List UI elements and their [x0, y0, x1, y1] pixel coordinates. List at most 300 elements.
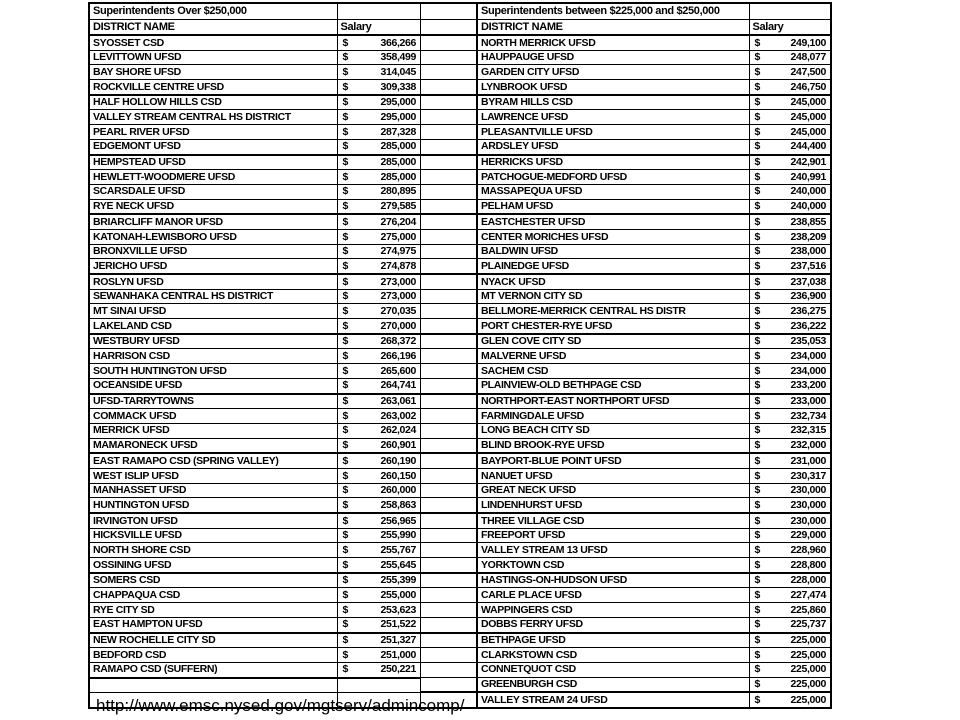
salary-cell [337, 409, 421, 424]
district-cell: BRONXVILLE UFSD [89, 244, 337, 259]
district-cell: NORTH SHORE CSD [89, 543, 337, 558]
currency-symbol: $ [342, 498, 348, 511]
salary-cell [749, 692, 831, 708]
currency-symbol: $ [342, 558, 348, 571]
spacer-cell [421, 394, 477, 409]
table-row [89, 80, 421, 95]
salary-cell [337, 110, 421, 125]
currency-symbol: $ [342, 634, 348, 647]
salary-amount: 270,035 [380, 304, 416, 317]
source-url: http://www.emsc.nysed.gov/mgtserv/admincomp/ [96, 696, 465, 715]
salary-amount: 285,000 [380, 140, 416, 153]
table-title: Superintendents between $225,000 and $250,000 [477, 3, 749, 20]
district-cell: PLAINEDGE UFSD [477, 259, 749, 274]
currency-symbol: $ [342, 200, 348, 213]
salary-amount: 232,000 [790, 439, 826, 452]
salary-cell [337, 648, 421, 663]
table-row [477, 155, 831, 170]
district-cell: RYE NECK UFSD [89, 199, 337, 214]
currency-symbol: $ [342, 424, 348, 437]
salary-amount: 263,002 [380, 409, 416, 422]
currency-symbol: $ [342, 648, 348, 661]
district-cell: VALLEY STREAM CENTRAL HS DISTRICT [89, 110, 337, 125]
currency-symbol: $ [754, 574, 760, 587]
currency-symbol: $ [754, 693, 760, 706]
currency-symbol: $ [342, 395, 348, 408]
table-row [89, 364, 421, 379]
table-row [89, 319, 421, 334]
table-row [477, 35, 831, 50]
spacer-cell [421, 289, 477, 304]
salary-amount: 295,000 [380, 96, 416, 109]
district-cell: EASTCHESTER UFSD [477, 214, 749, 229]
salary-cell [337, 139, 421, 154]
spacer-cell [421, 214, 477, 229]
salary-amount: 314,045 [380, 65, 416, 78]
district-cell: GREENBURGH CSD [477, 677, 749, 692]
currency-symbol: $ [342, 185, 348, 198]
currency-symbol: $ [342, 469, 348, 482]
table-row [477, 50, 831, 65]
table-title: Superintendents Over $250,000 [89, 3, 337, 20]
spacer-row [421, 558, 477, 573]
spacer-cell [421, 95, 477, 110]
district-cell: UFSD-TARRYTOWNS [89, 394, 337, 409]
district-cell: NYACK UFSD [477, 274, 749, 289]
table-header-row [89, 20, 421, 36]
table-body [477, 35, 831, 708]
salary-amount: 265,600 [380, 364, 416, 377]
spacer-cell [421, 617, 477, 632]
district-cell: MERRICK UFSD [89, 423, 337, 438]
salary-cell [749, 558, 831, 573]
table-row [477, 65, 831, 80]
district-cell: FARMINGDALE UFSD [477, 409, 749, 424]
table-row [89, 483, 421, 498]
salary-cell [749, 617, 831, 632]
spacer-row [421, 95, 477, 110]
spacer-cell [421, 170, 477, 185]
spacer-cell [421, 423, 477, 438]
table-row [89, 334, 421, 349]
salary-cell [749, 244, 831, 259]
currency-symbol: $ [342, 319, 348, 332]
salary-cell [749, 453, 831, 468]
salary-cell [337, 289, 421, 304]
currency-symbol: $ [754, 170, 760, 183]
table-row [89, 184, 421, 199]
salary-amount: 230,000 [790, 484, 826, 497]
table-row [89, 468, 421, 483]
salary-amount: 256,965 [380, 514, 416, 527]
salary-header: Salary [749, 20, 831, 36]
salary-cell [749, 259, 831, 274]
currency-symbol: $ [754, 111, 760, 124]
spacer-cell [421, 378, 477, 393]
salary-cell [749, 409, 831, 424]
district-cell: THREE VILLAGE CSD [477, 513, 749, 528]
table-row [477, 648, 831, 663]
salary-amount: 251,000 [380, 648, 416, 661]
spacer-cell [421, 139, 477, 154]
district-cell: FREEPORT UFSD [477, 528, 749, 543]
salary-amount: 260,190 [380, 454, 416, 467]
spacer-cell [421, 453, 477, 468]
table-header-row [477, 20, 831, 36]
salary-amount: 279,585 [380, 200, 416, 213]
table-row [477, 483, 831, 498]
spacer-row [421, 35, 477, 50]
district-cell: LONG BEACH CITY SD [477, 423, 749, 438]
spacer-cell [421, 513, 477, 528]
table-row [89, 50, 421, 65]
spacer-row [421, 588, 477, 603]
salary-amount: 255,399 [380, 574, 416, 587]
district-cell: CLARKSTOWN CSD [477, 648, 749, 663]
district-cell [89, 678, 337, 693]
spacer-cell [421, 662, 477, 677]
salary-cell [337, 573, 421, 588]
district-cell: EAST HAMPTON UFSD [89, 617, 337, 632]
district-cell: BYRAM HILLS CSD [477, 95, 749, 110]
table-row [477, 80, 831, 95]
table-row [477, 214, 831, 229]
currency-symbol: $ [342, 379, 348, 392]
salary-cell [337, 468, 421, 483]
district-cell: LINDENHURST UFSD [477, 498, 749, 513]
district-cell: COMMACK UFSD [89, 409, 337, 424]
salary-amount: 250,221 [380, 663, 416, 676]
spacer-cell [421, 468, 477, 483]
salary-cell [337, 65, 421, 80]
salary-amount: 253,623 [380, 603, 416, 616]
salary-cell [337, 378, 421, 393]
salary-cell [749, 214, 831, 229]
spacer-cell [421, 259, 477, 274]
salary-amount: 238,855 [790, 215, 826, 228]
spacer-row [421, 453, 477, 468]
table-row [477, 125, 831, 140]
district-cell: ROSLYN UFSD [89, 274, 337, 289]
salary-amount: 238,209 [790, 230, 826, 243]
currency-symbol: $ [754, 350, 760, 363]
salary-cell [337, 678, 421, 693]
currency-symbol: $ [342, 603, 348, 616]
salary-cell [749, 199, 831, 214]
empty-grid-column [420, 2, 477, 709]
currency-symbol: $ [342, 125, 348, 138]
spacer-cell [421, 35, 477, 50]
district-cell: KATONAH-LEWISBORO UFSD [89, 229, 337, 244]
salary-amount: 285,000 [380, 156, 416, 169]
salary-cell [749, 468, 831, 483]
salary-cell [337, 423, 421, 438]
salary-amount: 270,000 [380, 319, 416, 332]
salary-cell [749, 289, 831, 304]
salary-table-over-250k [88, 2, 422, 709]
district-cell: MASSAPEQUA UFSD [477, 184, 749, 199]
table-row [89, 229, 421, 244]
currency-symbol: $ [342, 663, 348, 676]
salary-cell [749, 498, 831, 513]
spacer-row [421, 528, 477, 543]
salary-cell [749, 125, 831, 140]
table-row [477, 409, 831, 424]
salary-amount: 240,991 [790, 170, 826, 183]
spacer-body [421, 3, 477, 708]
salary-amount: 230,000 [790, 498, 826, 511]
salary-cell [749, 184, 831, 199]
spacer-row [421, 677, 477, 692]
table-row [89, 349, 421, 364]
currency-symbol: $ [754, 424, 760, 437]
salary-amount: 274,975 [380, 245, 416, 258]
table-row [89, 662, 421, 677]
spacer-cell [421, 483, 477, 498]
spacer-row [421, 304, 477, 319]
salary-cell [749, 65, 831, 80]
spacer-cell [421, 528, 477, 543]
salary-amount: 260,901 [380, 439, 416, 452]
table-row [89, 110, 421, 125]
currency-symbol: $ [342, 230, 348, 243]
salary-amount: 231,000 [790, 454, 826, 467]
salary-cell [749, 573, 831, 588]
spacer-row [421, 20, 477, 36]
table-row [89, 603, 421, 618]
salary-cell [337, 453, 421, 468]
salary-amount: 260,150 [380, 469, 416, 482]
salary-amount: 251,522 [380, 618, 416, 631]
salary-amount: 258,863 [380, 498, 416, 511]
district-cell: WAPPINGERS CSD [477, 603, 749, 618]
district-cell: EAST RAMAPO CSD (SPRING VALLEY) [89, 453, 337, 468]
currency-symbol: $ [342, 51, 348, 64]
currency-symbol: $ [342, 96, 348, 109]
salary-cell [337, 633, 421, 648]
salary-cell [337, 274, 421, 289]
salary-cell [749, 528, 831, 543]
spacer-row [421, 319, 477, 334]
table-row [477, 692, 831, 708]
spacer-cell [421, 304, 477, 319]
district-cell: HALF HOLLOW HILLS CSD [89, 95, 337, 110]
district-cell: JERICHO UFSD [89, 259, 337, 274]
spacer-row [421, 274, 477, 289]
district-cell: HEMPSTEAD UFSD [89, 155, 337, 170]
table-row [477, 170, 831, 185]
salary-amount: 275,000 [380, 230, 416, 243]
district-cell: PEARL RIVER UFSD [89, 125, 337, 140]
salary-amount: 228,000 [790, 574, 826, 587]
salary-cell [337, 543, 421, 558]
spacer-cell [421, 677, 477, 692]
currency-symbol: $ [754, 290, 760, 303]
spacer-row [421, 80, 477, 95]
currency-symbol: $ [342, 215, 348, 228]
currency-symbol: $ [342, 65, 348, 78]
spacer-row [421, 633, 477, 648]
spacer-cell [421, 50, 477, 65]
currency-symbol: $ [342, 543, 348, 556]
table-row [89, 409, 421, 424]
district-cell: HEWLETT-WOODMERE UFSD [89, 170, 337, 185]
salary-amount: 242,901 [790, 156, 826, 169]
spacer-row [421, 662, 477, 677]
salary-cell [749, 139, 831, 154]
salary-cell [749, 648, 831, 663]
district-cell: BETHPAGE UFSD [477, 633, 749, 648]
currency-symbol: $ [342, 364, 348, 377]
district-cell: BELLMORE-MERRICK CENTRAL HS DISTR [477, 304, 749, 319]
table-row [89, 543, 421, 558]
currency-symbol: $ [754, 230, 760, 243]
currency-symbol: $ [342, 80, 348, 93]
currency-symbol: $ [342, 36, 348, 49]
district-cell: ARDSLEY UFSD [477, 139, 749, 154]
district-cell: LAKELAND CSD [89, 319, 337, 334]
salary-amount: 237,038 [790, 275, 826, 288]
salary-amount: 255,767 [380, 543, 416, 556]
salary-amount: 234,000 [790, 350, 826, 363]
salary-amount: 255,000 [380, 589, 416, 602]
salary-cell [337, 483, 421, 498]
spacer-cell [421, 603, 477, 618]
salary-amount: 234,000 [790, 364, 826, 377]
district-cell: BLIND BROOK-RYE UFSD [477, 438, 749, 453]
district-cell: BEDFORD CSD [89, 648, 337, 663]
salary-amount: 230,000 [790, 514, 826, 527]
salary-cell [749, 483, 831, 498]
salary-amount: 229,000 [790, 529, 826, 542]
currency-symbol: $ [342, 589, 348, 602]
title-empty-cell [337, 3, 421, 20]
district-cell: MT VERNON CITY SD [477, 289, 749, 304]
table-row [89, 65, 421, 80]
table-row [477, 543, 831, 558]
salary-amount: 236,900 [790, 290, 826, 303]
salary-amount: 228,960 [790, 543, 826, 556]
currency-symbol: $ [754, 543, 760, 556]
table-title-row [89, 3, 421, 20]
spacer-row [421, 438, 477, 453]
spacer-cell [421, 199, 477, 214]
currency-symbol: $ [754, 648, 760, 661]
district-cell: EDGEMONT UFSD [89, 139, 337, 154]
salary-cell [749, 274, 831, 289]
table-row [477, 394, 831, 409]
spacer-cell [421, 438, 477, 453]
table-row [89, 95, 421, 110]
salary-amount: 225,000 [790, 634, 826, 647]
spacer-row [421, 334, 477, 349]
salary-cell [337, 50, 421, 65]
district-cell: GARDEN CITY UFSD [477, 65, 749, 80]
district-cell: DOBBS FERRY UFSD [477, 617, 749, 632]
table-row [477, 244, 831, 259]
currency-symbol: $ [754, 215, 760, 228]
district-cell: BAY SHORE UFSD [89, 65, 337, 80]
table-row [89, 378, 421, 393]
district-cell: PELHAM UFSD [477, 199, 749, 214]
salary-cell [749, 662, 831, 677]
salary-amount: 255,990 [380, 529, 416, 542]
district-cell: WEST ISLIP UFSD [89, 468, 337, 483]
salary-cell [337, 244, 421, 259]
salary-amount: 245,000 [790, 96, 826, 109]
table-row [477, 603, 831, 618]
currency-symbol: $ [754, 319, 760, 332]
district-cell: VALLEY STREAM 24 UFSD [477, 692, 749, 708]
table-title-row [477, 3, 831, 20]
salary-amount: 238,000 [790, 245, 826, 258]
spacer-cell [421, 20, 477, 36]
table-row [477, 528, 831, 543]
spacer-row [421, 409, 477, 424]
salary-cell [749, 378, 831, 393]
spacer-cell [421, 125, 477, 140]
salary-cell [337, 229, 421, 244]
currency-symbol: $ [342, 259, 348, 272]
currency-symbol: $ [342, 140, 348, 153]
spacer-row [421, 498, 477, 513]
district-cell: SEWANHAKA CENTRAL HS DISTRICT [89, 289, 337, 304]
district-cell: GREAT NECK UFSD [477, 483, 749, 498]
table-row [89, 394, 421, 409]
table-row [477, 364, 831, 379]
salary-amount: 225,000 [790, 663, 826, 676]
currency-symbol: $ [754, 364, 760, 377]
salary-cell [749, 80, 831, 95]
district-header: DISTRICT NAME [477, 20, 749, 36]
spacer-row [421, 364, 477, 379]
table-row [89, 125, 421, 140]
district-cell: PATCHOGUE-MEDFORD UFSD [477, 170, 749, 185]
currency-symbol: $ [754, 245, 760, 258]
table-row [477, 423, 831, 438]
salary-cell [337, 662, 421, 677]
district-cell: YORKTOWN CSD [477, 558, 749, 573]
spacer-row [421, 423, 477, 438]
district-cell: LEVITTOWN UFSD [89, 50, 337, 65]
currency-symbol: $ [754, 603, 760, 616]
table-row [477, 438, 831, 453]
salary-header: Salary [337, 20, 421, 36]
salary-amount: 228,800 [790, 558, 826, 571]
salary-amount: 273,000 [380, 275, 416, 288]
currency-symbol: $ [754, 96, 760, 109]
spacer-row [421, 394, 477, 409]
table-row [477, 468, 831, 483]
table-row [477, 349, 831, 364]
district-cell: HICKSVILLE UFSD [89, 528, 337, 543]
district-cell: LYNBROOK UFSD [477, 80, 749, 95]
salary-cell [337, 364, 421, 379]
salary-amount: 248,077 [790, 51, 826, 64]
district-cell: MAMARONECK UFSD [89, 438, 337, 453]
currency-symbol: $ [342, 290, 348, 303]
spacer-cell [421, 80, 477, 95]
spacer-cell [421, 633, 477, 648]
salary-cell [749, 155, 831, 170]
table-row [89, 617, 421, 632]
currency-symbol: $ [754, 589, 760, 602]
table-row [89, 513, 421, 528]
currency-symbol: $ [754, 484, 760, 497]
table-row [477, 617, 831, 632]
salary-cell [337, 498, 421, 513]
salary-amount: 244,400 [790, 140, 826, 153]
